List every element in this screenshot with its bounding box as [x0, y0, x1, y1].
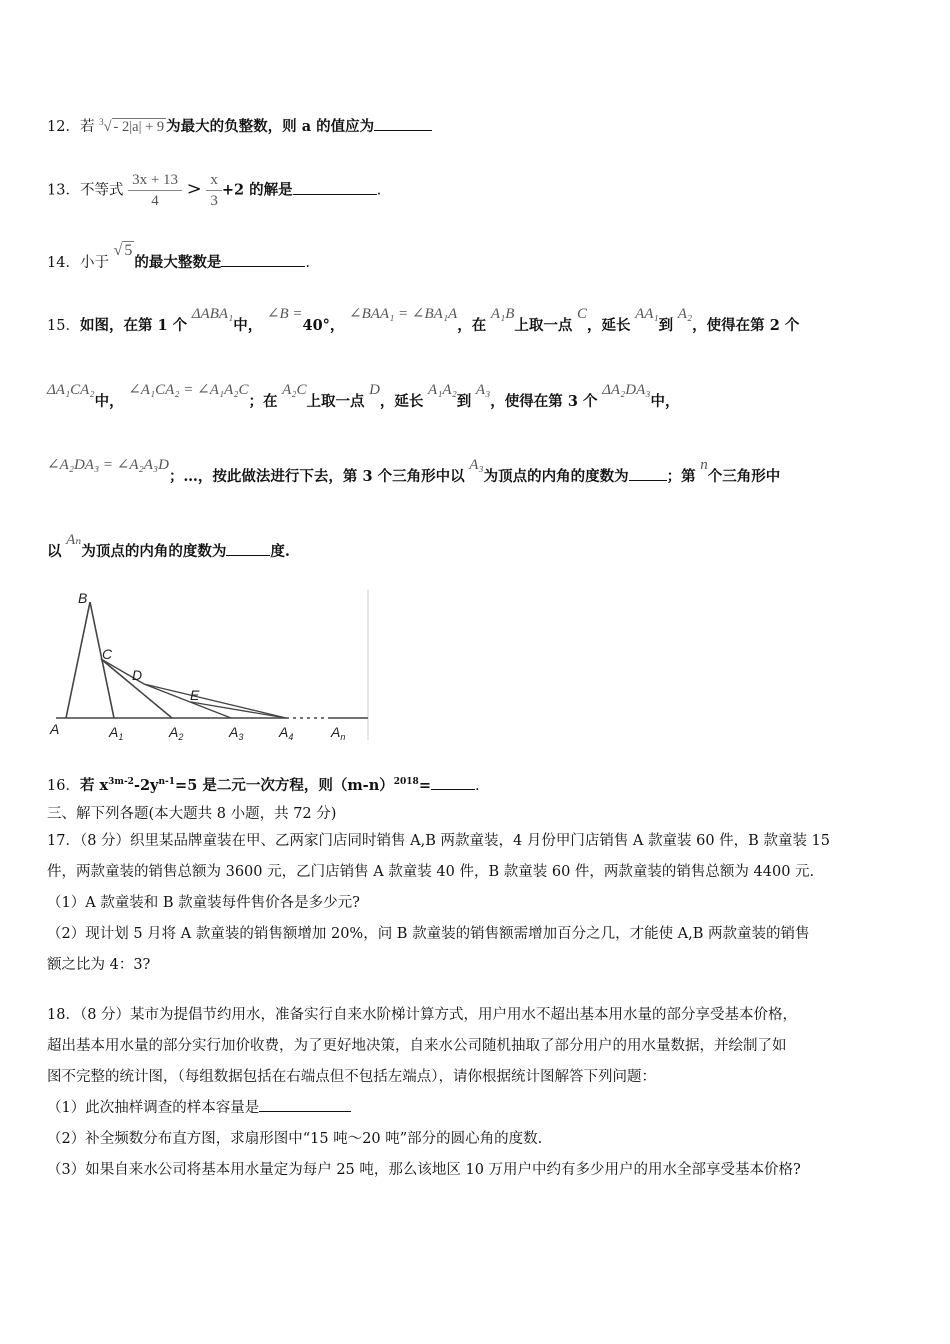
section-heading: 三、解下列各题(本大题共 8 小题，共 72 分)	[47, 806, 337, 822]
question-text: 中，	[233, 317, 263, 334]
question-18-line-3: 图不完整的统计图，（每组数据包括在右端点但不包括左端点），请你根据统计图解答下列问题：	[47, 1069, 656, 1085]
period: .	[305, 255, 310, 271]
geometry-figure	[46, 585, 376, 745]
equals-sign: =	[418, 776, 431, 794]
period: .	[376, 182, 382, 199]
question-number: 13．	[47, 182, 80, 199]
question-text: 为顶点的内角的度数为	[483, 468, 629, 485]
question-15-line-3	[47, 457, 781, 487]
question-text: 度.	[270, 543, 290, 560]
question-text: 中，	[94, 393, 124, 410]
math-expression: A₂	[677, 306, 693, 322]
greater-than-sign: >	[186, 178, 202, 200]
question-text: ；在	[248, 393, 278, 410]
math-expression: ∠A₂DA₃ = ∠A₂A₃D	[47, 457, 169, 473]
math-expression: ΔA₂DA₃	[602, 382, 651, 398]
label-An: $A_n$	[331, 724, 346, 742]
question-text: 小于	[79, 255, 109, 271]
question-17-line-5: 额之比为 4：3?	[47, 957, 151, 973]
question-text: （1）此次抽样调查的样本容量是	[47, 1100, 260, 1116]
math-expression: D	[369, 382, 380, 398]
math-expression: A₃	[475, 382, 491, 398]
root-index: 3	[99, 117, 104, 127]
answer-blank[interactable]	[293, 180, 377, 195]
question-text: 中，	[650, 393, 680, 410]
question-text: ；第	[666, 468, 696, 485]
question-14	[47, 242, 310, 273]
answer-blank[interactable]	[629, 466, 667, 481]
label-A3: $A_3$	[229, 724, 244, 742]
question-15-line-4	[47, 532, 290, 562]
exponent: 3m-2	[108, 777, 134, 787]
question-text: =5 是二元一次方程，则（m-n）	[175, 776, 394, 794]
math-expression: ∠B =	[266, 306, 303, 322]
question-18-line-1: 18．（8 分）某市为提倡节约用水，准备实行自来水阶梯计算方式，用户用水不超出基本用水量的部分享受基本价格，	[47, 1007, 798, 1023]
math-expression: Aₙ	[66, 532, 82, 548]
question-text: ，使得在第 2 个	[692, 317, 800, 334]
question-text: ，使得在第 3 个	[490, 393, 598, 410]
label-A4: $A_4$	[279, 724, 294, 742]
answer-blank[interactable]	[259, 1097, 351, 1112]
math-expression: A₃	[469, 457, 484, 473]
math-expression: ΔABA₁	[191, 306, 234, 322]
label-A1: $A_1$	[109, 724, 124, 742]
radicand: 5	[124, 242, 133, 259]
question-text: 40°，	[302, 317, 345, 334]
question-13	[47, 170, 381, 211]
label-D: D	[132, 667, 143, 683]
question-12	[47, 112, 432, 137]
question-18-line-2: 超出基本用水量的部分实行加价收费，为了更好地决策，自来水公司随机抽取了部分用户的用水量数据，并绘制了如	[47, 1038, 787, 1054]
math-expression: ∠A₁CA₂ = ∠A₁A₂C	[128, 382, 249, 398]
question-text: -2y	[133, 776, 159, 794]
math-expression: ΔA₁CA₂	[47, 382, 95, 398]
question-text: ，延长	[586, 317, 631, 334]
question-text: 上取一点	[514, 317, 573, 334]
period: .	[474, 777, 480, 794]
question-text: ，在	[457, 317, 487, 334]
label-C: C	[102, 646, 113, 662]
question-18	[47, 1000, 907, 1186]
question-16	[47, 772, 480, 796]
question-18-part-1	[47, 1093, 907, 1124]
answer-blank[interactable]	[431, 775, 475, 790]
question-number: 15．	[47, 318, 80, 334]
figure-frame	[46, 585, 371, 740]
question-text: 为最大的负整数，则 a 的值应为	[166, 117, 375, 135]
fraction-right: $\frac{x}{3}$	[206, 170, 222, 211]
question-text: 如图，在第 1 个	[79, 317, 188, 334]
question-text: 的最大整数是	[134, 254, 222, 271]
question-text: 若 x	[79, 776, 109, 794]
radicand: - 2|a| + 9	[113, 118, 165, 135]
question-text: 个三角形中	[707, 468, 781, 485]
exponent: 2018	[393, 777, 419, 787]
question-17-line-1: 17．（8 分）织里某品牌童装在甲、乙两家门店同时销售 A,B 两款童装，4 月份甲门店销售 A 款童装 60 件，B 款童装 15	[47, 833, 831, 849]
label-E: E	[190, 687, 200, 703]
label-A: A	[50, 721, 60, 737]
question-15-line-1	[47, 306, 800, 336]
question-text: +2 的解是	[221, 181, 293, 199]
question-18-part-2: （2）补全频数分布直方图，求扇形图中“15 吨～20 吨”部分的圆心角的度数.	[47, 1131, 543, 1147]
question-15-line-2	[47, 382, 680, 412]
math-expression: C	[576, 306, 587, 322]
label-A2: $A_2$	[169, 724, 184, 742]
question-text: ；…，按此做法进行下去，第 3 个三角形中以	[168, 468, 465, 485]
question-18-part-3: （3）如果自来水公司将基本用水量定为每户 25 吨，那么该地区 10 万用户中约有多少用户的用水全部享受基本价格?	[47, 1162, 801, 1178]
math-expression: A₂C	[282, 382, 307, 398]
question-17-line-2: 件，两款童装的销售总额为 3600 元，乙门店销售 A 款童装 40 件，B 款童装 60 件，两款童装的销售总额为 4400 元.	[47, 864, 815, 880]
question-number: 12．	[47, 118, 80, 135]
answer-blank[interactable]	[226, 541, 270, 556]
answer-blank[interactable]	[221, 252, 305, 267]
question-text: 不等式	[79, 182, 124, 199]
fraction-left: $\frac{3x + 13}{4}$	[128, 170, 182, 211]
question-17-part-2: （2）现计划 5 月将 A 款童装的销售额增加 20%，问 B 款童装的销售额需增加百分之几，才能使 A,B 两款童装的销售	[47, 926, 810, 942]
math-expression: AA₁	[635, 306, 659, 322]
question-text: 以	[47, 543, 62, 560]
answer-blank[interactable]	[374, 116, 432, 131]
question-17-part-1: （1）A 款童装和 B 款童装每件售价各是多少元?	[47, 895, 360, 911]
math-expression: A₁A₂	[428, 382, 457, 398]
exponent: n-1	[158, 777, 176, 787]
question-number: 14．	[47, 255, 80, 271]
question-text: 到	[456, 393, 472, 410]
math-expression: A₁B	[490, 306, 515, 322]
cube-root-expression: $^3$√ - 2|a| + 9	[99, 117, 165, 135]
question-text: 若	[79, 118, 95, 135]
question-17	[47, 826, 907, 981]
math-expression: n	[700, 457, 708, 473]
square-root-expression: √ 5	[113, 242, 133, 259]
question-text: ，延长	[379, 393, 424, 410]
question-text: 为顶点的内角的度数为	[81, 543, 227, 560]
question-text: 上取一点	[306, 393, 365, 410]
question-number: 16．	[47, 777, 80, 794]
label-B: B	[78, 590, 88, 606]
question-text: 到	[658, 317, 674, 334]
math-expression: ∠BAA₁ = ∠BA₁A	[349, 306, 458, 322]
